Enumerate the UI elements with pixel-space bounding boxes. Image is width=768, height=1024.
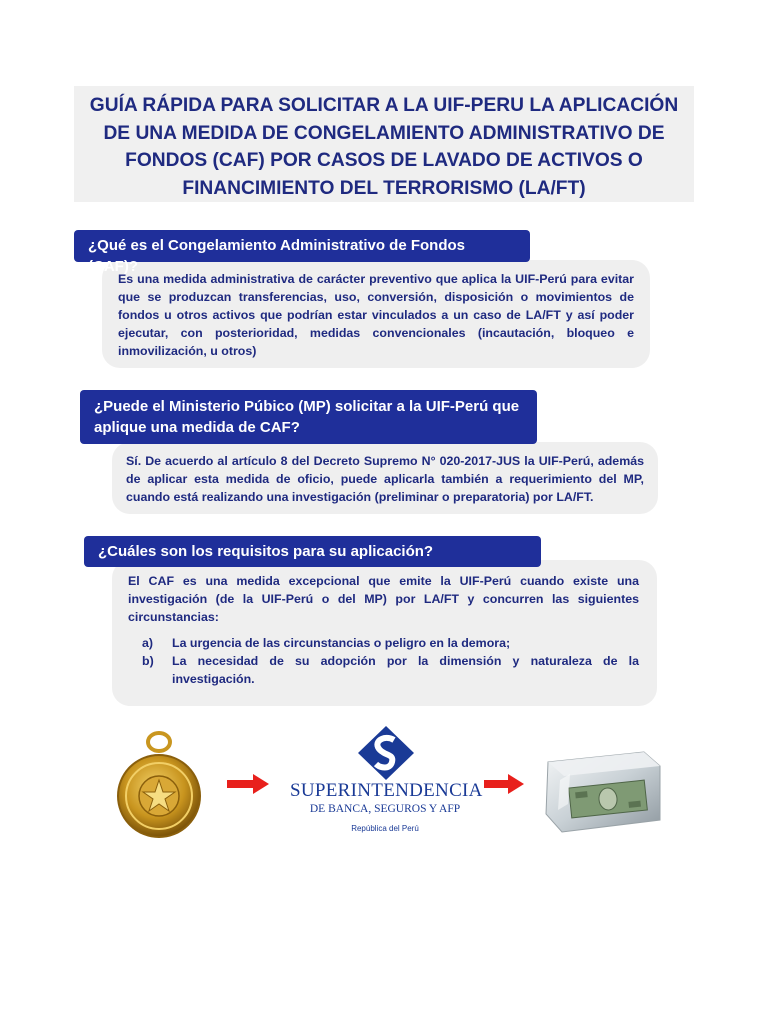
ministerio-publico-medal-icon: [110, 728, 208, 840]
answer-box-caf-definition: [102, 260, 650, 368]
question-tab-requirements: ¿Cuáles son los requisitos para su aplicación?: [84, 536, 541, 567]
answer-text: Sí. De acuerdo al artículo 8 del Decreto Supremo N° 020-2017-JUS la UIF-Perú, además de aplicar esta medida de oficio, puede aplicarla también a requerimiento del MP, cuando está realizando una investigación (preliminar o preparatoria) por LA/FT.: [126, 454, 644, 504]
list-text: La urgencia de las circunstancias o peligro en la demora;: [172, 636, 511, 650]
page-title: GUÍA RÁPIDA PARA SOLICITAR A LA UIF-PERU LA APLICACIÓN DE UNA MEDIDA DE CONGELAMIENTO ADMINISTRATIVO DE FONDOS (CAF) POR CASOS DE LAVADO DE ACTIVOS O FINANCIMIENTO DEL TERRORISMO (LA/FT): [89, 95, 679, 199]
sbs-logo: [290, 724, 483, 840]
arrow-right-icon: [227, 774, 269, 794]
frozen-money-icon: [540, 744, 664, 836]
list-marker: a): [142, 636, 154, 650]
answer-text: El CAF es una medida excepcional que emite la UIF-Perú cuando existe una investigación (de la UIF-Perú o del MP) por LA/FT y concurren las siguientes circunstancias:: [128, 574, 639, 624]
requirements-list: [128, 634, 639, 688]
sbs-emblem-icon: [358, 726, 414, 780]
answer-text: Es una medida administrativa de carácter preventivo que aplica la UIF-Perú para evitar que se produzcan transferencias, uso, conversión, disposición o movimientos de fondos u otros activos que podrían estar vinculados a un caso de LA/FT y así poder ejecutar, con posterioridad, medidas convencionales (incautación, bloqueo e inmovilización, u otros): [118, 272, 634, 358]
answer-box-requirements: [112, 560, 657, 706]
question-tab-mp-request: ¿Puede el Ministerio Púbico (MP) solicitar a la UIF-Perú que aplique una medida de CAF?: [80, 390, 537, 444]
title-banner: [74, 86, 694, 202]
logo-name: SUPERINTENDENCIA: [290, 780, 483, 801]
logo-subtitle: DE BANCA, SEGUROS Y AFP: [309, 803, 461, 815]
answer-box-mp-request: [112, 442, 658, 514]
list-text: La necesidad de su adopción por la dimensión y naturaleza de la investigación.: [172, 654, 639, 686]
list-item: [128, 634, 639, 652]
question-tab-caf-definition: ¿Qué es el Congelamiento Administrativo de Fondos (CAF)?: [74, 230, 530, 262]
logo-country: República del Perú: [351, 824, 419, 833]
list-item: [128, 652, 639, 688]
list-marker: b): [142, 654, 154, 668]
arrow-right-icon: [484, 774, 524, 794]
